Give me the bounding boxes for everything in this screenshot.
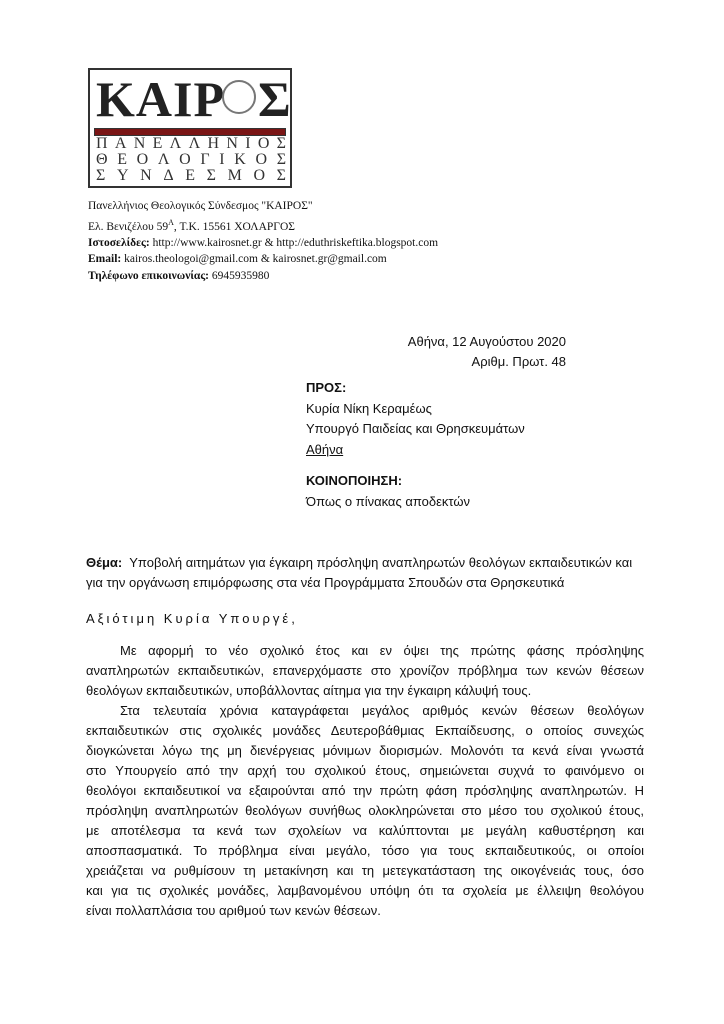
paragraph-line: αναπληρωτών εκπαιδευτικών, επανερχόμαστε στο χρονίζον πρόβλημα των κενών θέσεων: [86, 663, 644, 678]
recipient-title: Υπουργό Παιδείας και Θρησκευμάτων: [306, 421, 525, 436]
paragraph-line: είναι πολλαπλάσια του αριθμού των κενών θέσεων.: [86, 903, 381, 918]
logo-title: ΚΑΙΡ: [96, 71, 225, 127]
paragraph-line: θεολόγοι εκπαιδευτικοί να εξαιρούνται από την πρώτη φάση πρόσληψης αναπληρωτών. Η: [86, 783, 644, 798]
salutation: Αξιότιμη Κυρία Υπουργέ,: [86, 611, 298, 626]
protocol-number: Αριθμ. Πρωτ. 48: [471, 354, 566, 369]
logo-line-2: Θ Ε Ο Λ Ο Γ Ι Κ Ο Σ: [96, 151, 286, 168]
org-name: Πανελλήνιος Θεολογικός Σύνδεσμος "ΚΑΙΡΟΣ": [88, 200, 313, 212]
subject: [86, 553, 646, 593]
websites: Ιστοσελίδες: http://www.kairosnet.gr & http://eduthriskeftika.blogspot.com: [88, 236, 439, 249]
recipient-city: Αθήνα: [306, 441, 344, 457]
date-block: [408, 332, 566, 372]
letter-body: [86, 641, 644, 921]
phone: Τηλέφωνο επικοινωνίας: 6945935980: [88, 269, 270, 282]
date: Αθήνα, 12 Αυγούστου 2020: [407, 334, 566, 349]
paragraph-line: εκπαιδευτικών στις σχολικές μονάδες Δευτεροβάθμιας Εκπαίδευσης, ο οποίος συνεχώς: [86, 723, 644, 738]
paragraph-line: Στα τελευταία χρόνια καταγράφεται μεγάλος αριθμός κενών θέσεων θεολόγων: [120, 703, 644, 718]
paragraph-line: με αποτέλεσμα τα κενά των σχολείων να καλύπτονται με μεγάλη καθυστέρηση και: [86, 823, 644, 838]
subject-label: Θέμα:: [86, 555, 123, 570]
logo-title-end: Σ: [258, 71, 291, 127]
paragraph-line: στο Υπουργείο από την αρχή του σχολικού έτους, σημειώνεται συχνά το φαινόμενο οι: [86, 763, 644, 778]
paragraph-line: διογκώνεται λόγω της μη διενέργειας μόνιμων διορισμών. Μολονότι τα κενά είναι γνωστά: [86, 743, 644, 758]
websites-link[interactable]: http://www.kairosnet.gr & http://eduthriskeftika.blogspot.com: [152, 236, 439, 249]
kairos-logo: [88, 68, 292, 188]
cc-text: Όπως ο πίνακας αποδεκτών: [306, 493, 470, 509]
subject-text: Υποβολή αιτημάτων για έγκαιρη πρόσληψη αναπληρωτών θεολόγων εκπαιδευτικών και για την οργάνωση επιμόρφωσης στα νέα Προγράμματα Σπουδών στα Θρησκευτικά: [86, 555, 633, 590]
logo-line-3: Σ Υ Ν Δ Ε Σ Μ Ο Σ: [96, 167, 286, 184]
paragraph-line: αποσπασματικά. Το πρόβλημα είναι μεγάλο, τόσο για τους εκπαιδευτικούς, οι οποίοι: [86, 843, 644, 858]
logo-line-1: Π Α Ν Ε Λ Λ Η Ν Ι Ο Σ: [96, 135, 286, 152]
letterhead-info: [88, 198, 438, 284]
paragraph-line: Με αφορμή το νέο σχολικό έτος και εν όψει της πρώτης φάσης πρόσληψης: [120, 643, 644, 658]
to-label: ΠΡΟΣ:: [306, 380, 347, 395]
recipients: [306, 378, 525, 512]
paragraph-line: και για τις σχολικές μονάδες, λαμβανομένου υπόψη ότι τα σχολεία με έλλειψη θεολόγου: [86, 883, 644, 898]
paragraph-line: πρόσληψη αναπληρωτών θεολόγων συνήθως ολοκληρώνεται στο μέσο του σχολικού έτους,: [86, 803, 644, 818]
cc-label: ΚΟΙΝΟΠΟΙΗΣΗ:: [306, 473, 403, 488]
email: Email: kairos.theologoi@gmail.com & kairosnet.gr@gmail.com: [88, 253, 387, 266]
address: Ελ. Βενιζέλου $59^A$, Τ.Κ. 15561 ΧΟΛΑΡΓΟΣ: [88, 217, 295, 233]
paragraph-line: χρειάζεται να ρυθμίσουν τη μετακίνηση και τη μετεγκατάσταση της οικογένειάς τους, όσο: [86, 863, 644, 878]
email-link[interactable]: kairos.theologoi@gmail.com & kairosnet.gr@gmail.com: [124, 253, 387, 266]
chi-rho-seal-icon: [222, 80, 256, 114]
paragraph-line: θεολόγων εκπαιδευτικών, υποβάλλοντας αίτημα για την έγκαιρη κάλυψή τους.: [86, 683, 532, 698]
recipient-name: Κυρία Νίκη Κεραμέως: [306, 400, 432, 416]
